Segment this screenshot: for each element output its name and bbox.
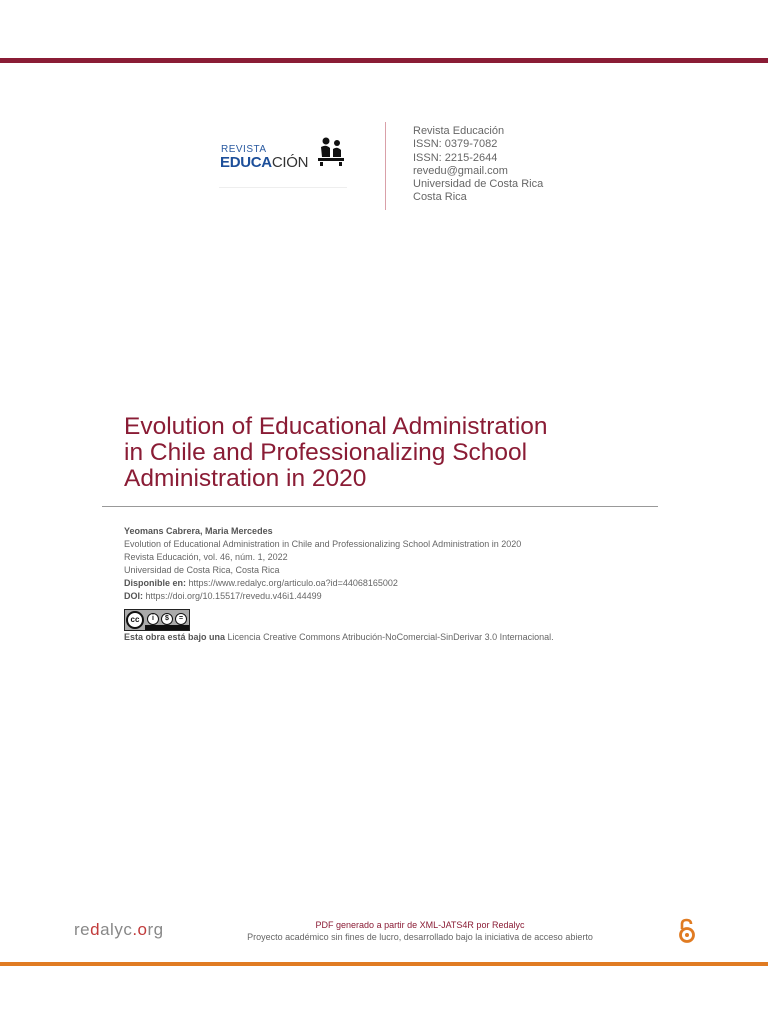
license-prefix: Esta obra está bajo una (124, 632, 226, 642)
title-rule (102, 506, 658, 507)
people-silhouette-icon (315, 135, 347, 167)
journal-country: Costa Rica (413, 191, 467, 204)
footer-project: Proyecto académico sin fines de lucro, desarrollado bajo la iniciativa de acceso abierto (247, 932, 593, 942)
journal-university: Universidad de Costa Rica (413, 178, 544, 191)
footer-text (200, 919, 640, 943)
available-link[interactable]: https://www.redalyc.org/articulo.oa?id=44068165002 (188, 578, 398, 588)
redalyc-logo[interactable]: redalyc.org (74, 920, 164, 939)
citation-institution: Universidad de Costa Rica, Costa Rica (124, 565, 280, 575)
journal-email[interactable]: revedu@gmail.com (413, 164, 508, 177)
article-metadata (124, 525, 521, 603)
logo-revista-text: REVISTA (221, 144, 267, 155)
journal-name: Revista Educación (413, 125, 505, 137)
logo-educacion-text: EDUCACIÓN (220, 154, 309, 171)
open-access-lock-icon (677, 918, 697, 944)
journal-info (413, 125, 543, 205)
noderivs-icon: = (175, 613, 187, 625)
doi-link[interactable]: https://doi.org/10.15517/revedu.v46i1.44499 (145, 591, 322, 601)
cc-icon: cc (126, 611, 144, 629)
author-name: Yeomans Cabrera, Maria Mercedes (124, 526, 273, 536)
badge-strip (145, 625, 189, 630)
attribution-icon: i (147, 613, 159, 625)
article-title: Evolution of Educational Administration in Chile and Professionalizing School Administration in 2020 (124, 413, 548, 492)
top-accent-bar (0, 58, 768, 63)
footer-generated-by: PDF generado a partir de XML-JATS4R por Redalyc (315, 920, 525, 930)
journal-logo (219, 125, 349, 191)
cc-license-badge[interactable] (124, 609, 190, 631)
journal-issn-online: ISSN: 2215-2644 (413, 151, 498, 164)
bottom-accent-bar (0, 962, 768, 966)
license-link[interactable]: Licencia Creative Commons Atribución-NoComercial-SinDerivar 3.0 Internacional. (227, 632, 554, 642)
doi-label: DOI: (124, 591, 143, 601)
citation-issue: Revista Educación, vol. 46, núm. 1, 2022 (124, 552, 288, 562)
noncommercial-icon: $ (161, 613, 173, 625)
logo-divider (219, 187, 347, 188)
journal-issn-print: ISSN: 0379-7082 (413, 138, 498, 151)
citation-title: Evolution of Educational Administration in Chile and Professionalizing School Administration in 2020 (124, 539, 522, 549)
license-statement (124, 632, 554, 642)
header-divider (385, 122, 386, 210)
available-label: Disponible en: (124, 578, 187, 588)
